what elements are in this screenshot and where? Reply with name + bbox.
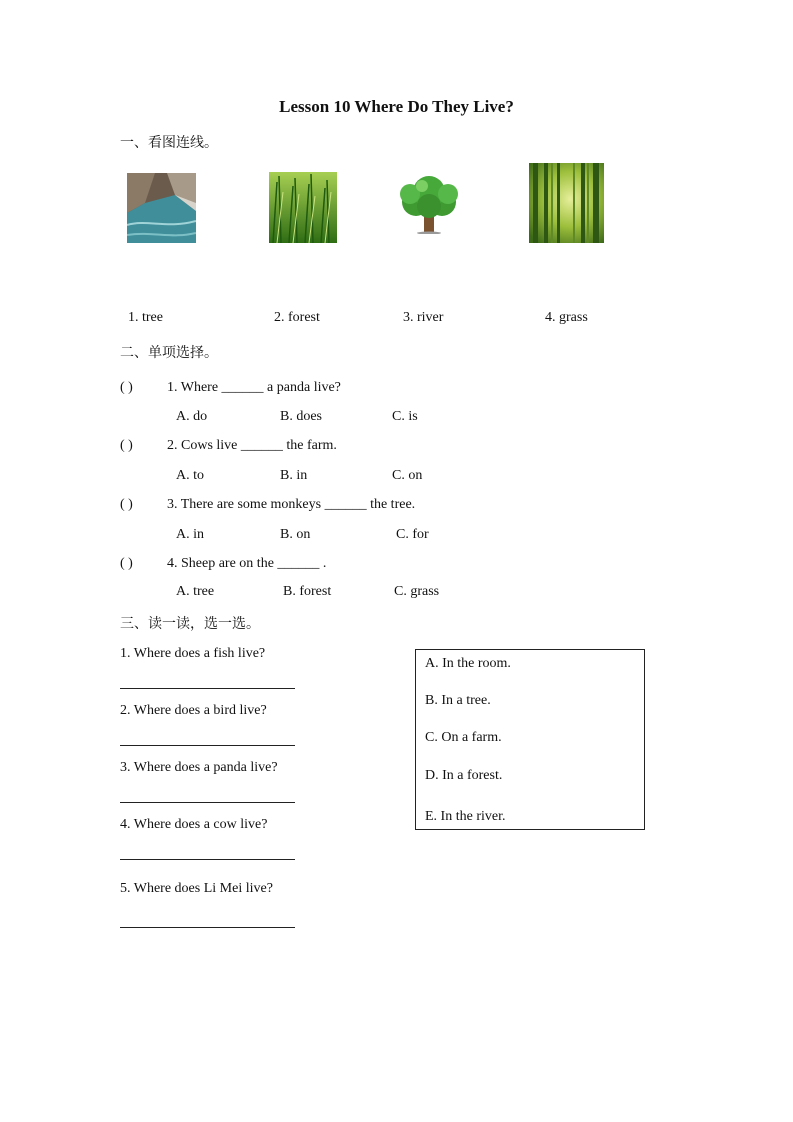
section-heading-3: 三、读一读，选一选。: [120, 616, 260, 632]
word-river: 3. river: [403, 310, 444, 325]
option-item: A. In the room.: [425, 656, 511, 671]
option-item: B. In a tree.: [425, 693, 491, 708]
page-title: Lesson 10 Where Do They Live?: [279, 97, 514, 116]
question-text: 1. Where ______ a panda live?: [167, 380, 341, 395]
read-question: 4. Where does a cow live?: [120, 817, 268, 832]
word-tree: 1. tree: [128, 310, 163, 325]
question-text: 2. Cows live ______ the farm.: [167, 438, 337, 453]
option-c: C. grass: [394, 584, 440, 599]
answer-line[interactable]: [120, 745, 295, 746]
section-heading-1: 一、看图连线。: [120, 135, 218, 151]
option-c: C. is: [392, 409, 418, 424]
answer-line[interactable]: [120, 688, 295, 689]
option-b: B. in: [280, 468, 308, 483]
option-a: A. do: [176, 409, 208, 424]
read-question: 1. Where does a fish live?: [120, 646, 266, 661]
answer-bracket: ( ): [120, 497, 133, 512]
option-b: B. forest: [283, 584, 332, 599]
forest-picture: [529, 163, 604, 243]
read-question: 3. Where does a panda live?: [120, 760, 278, 775]
answer-line[interactable]: [120, 802, 295, 803]
option-a: A. tree: [176, 584, 215, 599]
section-heading-2: 二、单项选择。: [120, 345, 218, 361]
answer-bracket: ( ): [120, 556, 133, 571]
grass-picture: [269, 172, 337, 243]
option-b: B. on: [280, 527, 311, 542]
answer-bracket: ( ): [120, 438, 133, 453]
tree-picture: [396, 176, 462, 234]
word-grass: 4. grass: [545, 310, 588, 325]
question-text: 3. There are some monkeys ______ the tree.: [167, 497, 416, 512]
read-question: 5. Where does Li Mei live?: [120, 881, 273, 896]
read-question: 2. Where does a bird live?: [120, 703, 267, 718]
option-a: A. to: [176, 468, 204, 483]
answer-bracket: ( ): [120, 380, 133, 395]
option-b: B. does: [280, 409, 322, 424]
option-a: A. in: [176, 527, 204, 542]
word-forest: 2. forest: [274, 310, 320, 325]
river-picture: [127, 173, 196, 243]
option-item: E. In the river.: [425, 809, 506, 824]
answer-line[interactable]: [120, 859, 295, 860]
question-text: 4. Sheep are on the ______ .: [167, 556, 327, 571]
option-item: C. On a farm.: [425, 730, 502, 745]
option-c: C. on: [392, 468, 423, 483]
option-c: C. for: [396, 527, 429, 542]
option-item: D. In a forest.: [425, 768, 503, 783]
answer-line[interactable]: [120, 927, 295, 928]
